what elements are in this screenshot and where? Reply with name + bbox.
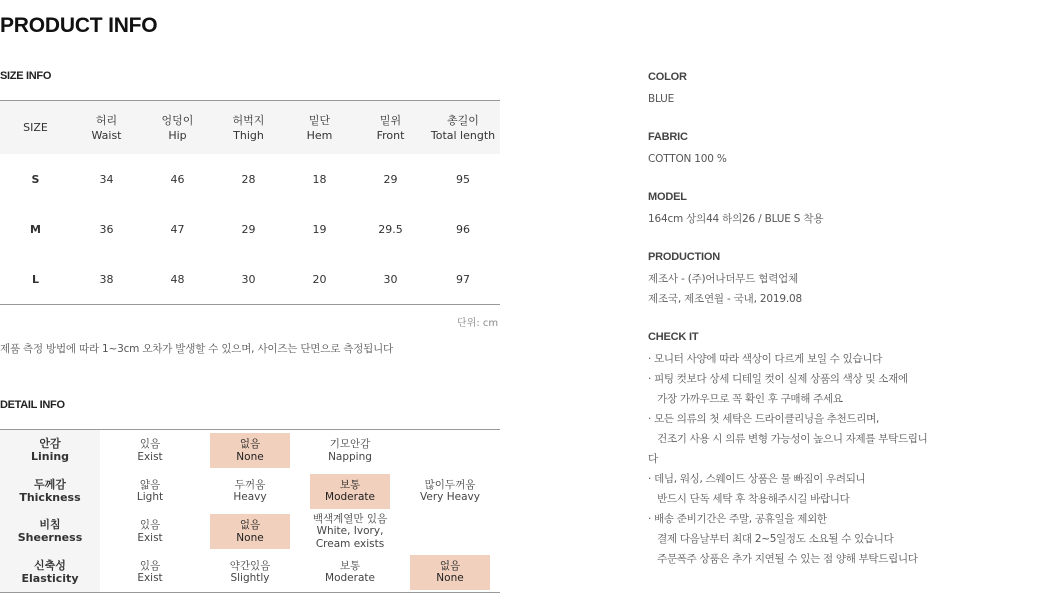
size-value: 30 <box>241 272 256 286</box>
size-row-s <box>0 154 500 204</box>
size-value: 36 <box>99 222 114 236</box>
check-line: 주문폭주 상품은 추가 지연될 수 있는 점 양해 부탁드립니다 <box>648 553 918 565</box>
detail-option-selected <box>310 474 390 509</box>
production-line: 제조국, 제조연월 - 국내, 2019.08 <box>648 293 802 305</box>
unit-label: 단위: cm <box>457 318 499 329</box>
header-size <box>0 120 71 135</box>
size-value: 38 <box>99 272 114 286</box>
option-ko: 있음 <box>139 559 161 572</box>
size-value: 29 <box>241 222 256 236</box>
detail-info-heading: DETAIL INFO <box>0 399 65 411</box>
header-label-ko: 밑위 <box>379 113 402 127</box>
detail-row-lining <box>0 430 500 471</box>
option-en: Very Heavy <box>420 491 480 503</box>
detail-option <box>310 513 390 550</box>
size-table <box>0 100 500 305</box>
size-label: S <box>31 172 40 186</box>
size-value: 20 <box>312 272 327 286</box>
size-label: L <box>31 272 39 286</box>
production-line: 제조사 - (주)어나더무드 협력업체 <box>648 273 799 285</box>
model-value: 164cm 상의44 하의26 / BLUE S 착용 <box>648 213 824 225</box>
model-block <box>648 191 823 229</box>
detail-option <box>110 433 190 468</box>
detail-label <box>0 430 100 471</box>
option-ko: 없음 <box>239 438 261 450</box>
option-en: Exist <box>137 531 163 544</box>
detail-label-ko: 두께감 <box>34 477 66 491</box>
detail-label-en: Thickness <box>19 490 81 504</box>
option-ko: 보통 <box>339 478 361 491</box>
size-value: 19 <box>312 222 327 236</box>
size-value: 28 <box>241 172 256 186</box>
detail-label <box>0 511 100 552</box>
detail-option <box>110 514 190 549</box>
header-label-ko: 허벅지 <box>232 113 265 127</box>
size-row-l <box>0 254 500 304</box>
header-label-ko: 허리 <box>95 113 118 127</box>
size-value: 96 <box>456 222 470 236</box>
header-hip <box>142 113 213 143</box>
option-ko: 없음 <box>439 559 461 572</box>
option-ko: 보통 <box>339 559 361 572</box>
detail-option-selected <box>210 514 290 549</box>
size-value: 97 <box>456 272 470 286</box>
option-en: None <box>436 572 464 584</box>
size-note: 제품 측정 방법에 따라 1~3cm 오차가 발생할 수 있으며, 사이즈는 단면으로 측정됩니다 <box>0 343 393 355</box>
option-ko: 없음 <box>239 519 261 531</box>
production-label: PRODUCTION <box>648 251 720 263</box>
option-en: Exist <box>137 572 163 584</box>
header-label-ko: 엉덩이 <box>161 113 194 127</box>
option-en: Napping <box>328 450 372 463</box>
production-block <box>648 251 802 309</box>
size-row-m <box>0 204 500 254</box>
size-info-heading: SIZE INFO <box>0 70 52 82</box>
header-label-ko: 밑단 <box>308 113 331 127</box>
detail-option-selected <box>410 555 490 590</box>
header-label-ko: 총길이 <box>447 113 479 127</box>
detail-label-ko: 안감 <box>39 437 61 451</box>
option-en: Moderate <box>325 491 375 503</box>
fabric-label: FABRIC <box>648 131 688 143</box>
detail-label-en: Elasticity <box>21 571 79 585</box>
option-ko: 두꺼움 <box>234 478 266 491</box>
option-en: Moderate <box>325 572 375 584</box>
fabric-value: COTTON 100 % <box>648 153 727 165</box>
detail-option-selected <box>210 433 290 468</box>
fabric-block <box>648 131 727 169</box>
header-hem <box>284 113 355 143</box>
header-label-en: Thigh <box>233 128 264 142</box>
option-en: Light <box>136 491 164 503</box>
header-label-en: Total length <box>430 128 496 142</box>
size-table-header <box>0 101 500 154</box>
size-value: 29 <box>383 172 398 186</box>
option-en: None <box>236 450 264 463</box>
header-label-en: Hip <box>168 128 187 142</box>
detail-row-sheerness <box>0 511 500 552</box>
detail-label-ko: 신축성 <box>34 558 66 572</box>
detail-table <box>0 429 500 593</box>
header-label-en: Hem <box>306 128 333 142</box>
model-label: MODEL <box>648 191 687 203</box>
check-line: · 데님, 워싱, 스웨이드 상품은 물 빠짐이 우려되니 <box>648 473 866 485</box>
header-label-en: Waist <box>91 128 122 142</box>
option-en: Heavy <box>233 491 267 503</box>
detail-row-thickness <box>0 471 500 512</box>
option-en: Exist <box>137 450 163 463</box>
option-en: White, Ivory, <box>316 525 384 538</box>
page-title: PRODUCT INFO <box>0 14 158 37</box>
size-value: 18 <box>312 172 327 186</box>
check-line: 다 <box>648 453 658 465</box>
header-label-en: Front <box>376 128 405 142</box>
detail-label-ko: 비침 <box>39 518 61 532</box>
detail-option <box>210 555 290 590</box>
size-value: 95 <box>456 172 470 186</box>
option-en: Cream exists <box>315 537 385 550</box>
size-value: 48 <box>170 272 185 286</box>
header-thigh <box>213 113 284 143</box>
size-value: 34 <box>99 172 114 186</box>
detail-option <box>210 474 290 509</box>
detail-row-elasticity <box>0 552 500 593</box>
detail-label <box>0 552 100 593</box>
option-ko: 있음 <box>139 519 161 531</box>
check-line: 가장 가까우므로 꼭 확인 후 구매해 주세요 <box>648 393 843 405</box>
detail-option <box>110 555 190 590</box>
option-ko: 얇음 <box>139 478 161 491</box>
option-en: None <box>236 531 264 544</box>
detail-label <box>0 471 100 512</box>
detail-option <box>310 433 390 468</box>
size-value: 47 <box>170 222 185 236</box>
option-ko: 기모안감 <box>329 438 371 450</box>
check-line: 결제 다음날부터 최대 2~5일정도 소요될 수 있습니다 <box>648 533 894 545</box>
size-value: 30 <box>383 272 398 286</box>
check-line: · 피팅 컷보다 상세 디테일 컷이 실제 상품의 색상 및 소재에 <box>648 373 908 385</box>
detail-label-en: Lining <box>30 450 70 464</box>
size-label: M <box>30 222 41 236</box>
check-line: · 모든 의류의 첫 세탁은 드라이클리닝을 추천드리며, <box>648 413 880 425</box>
color-value: BLUE <box>648 93 675 105</box>
color-block <box>648 71 687 109</box>
detail-label-en: Sheerness <box>17 531 83 545</box>
check-block <box>648 331 928 569</box>
detail-option <box>110 474 190 509</box>
check-line: 건조기 사용 시 의류 변형 가능성이 높으니 자제를 부탁드립니 <box>648 433 928 445</box>
option-ko: 있음 <box>139 438 161 450</box>
detail-option <box>310 555 390 590</box>
size-value: 29.5 <box>378 222 403 236</box>
check-label: CHECK IT <box>648 331 699 343</box>
size-value: 46 <box>170 172 185 186</box>
option-ko: 약간있음 <box>229 559 271 572</box>
header-label-en: SIZE <box>23 121 48 134</box>
check-line: 반드시 단독 세탁 후 착용해주시길 바랍니다 <box>648 493 850 505</box>
check-line: · 모니터 사양에 따라 색상이 다르게 보일 수 있습니다 <box>648 353 883 365</box>
option-en: Slightly <box>230 572 270 584</box>
option-ko: 많이두꺼움 <box>424 478 476 491</box>
header-front <box>355 113 426 143</box>
color-label: COLOR <box>648 71 687 83</box>
option-ko: 백색계열만 있음 <box>312 512 388 525</box>
check-line: · 배송 준비기간은 주말, 공휴일을 제외한 <box>648 513 827 525</box>
detail-option <box>410 474 490 509</box>
header-total-length <box>426 113 500 143</box>
header-waist <box>71 113 142 143</box>
